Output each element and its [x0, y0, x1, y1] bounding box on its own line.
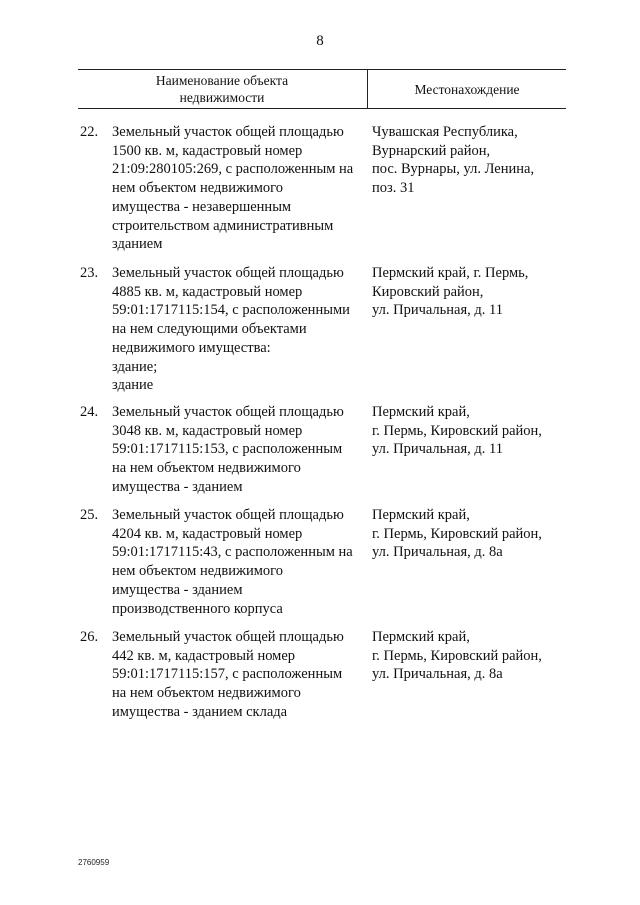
location-line: ул. Причальная, д. 8а — [372, 544, 503, 561]
row-number: 24. — [80, 404, 99, 420]
location-line: Пермский край, г. Пермь, — [372, 265, 529, 281]
description-line: 4204 кв. м, кадастровый номер — [112, 525, 303, 542]
row-number: 26. — [80, 629, 99, 645]
description-line: на нем объектом недвижимого — [112, 460, 301, 477]
description-line: Земельный участок общей площадью — [112, 629, 344, 645]
row-description — [112, 123, 368, 254]
table-header — [78, 69, 566, 109]
description-line: строительством административным — [112, 217, 334, 234]
description-line: 1500 кв. м, кадастровый номер — [112, 142, 303, 159]
description-line: недвижимого имущества: — [112, 339, 271, 356]
description-line: зданием — [112, 236, 163, 253]
description-line: 59:01:1717115:153, с расположенным — [112, 441, 343, 458]
row-description — [112, 628, 368, 722]
location-line: ул. Причальная, д. 8а — [372, 666, 503, 683]
description-line: Земельный участок общей площадью — [112, 124, 344, 140]
location-line: Пермский край, — [372, 507, 470, 523]
row-description — [112, 506, 368, 618]
location-line: Вурнарский район, — [372, 142, 491, 159]
description-line: 59:01:1717115:157, с расположенным — [112, 666, 343, 683]
row-description — [112, 264, 368, 395]
description-line: имущества - зданием — [112, 478, 243, 495]
description-line: 3048 кв. м, кадастровый номер — [112, 422, 303, 439]
description-line: 59:01:1717115:154, с расположенными — [112, 302, 350, 319]
location-line: Чувашская Республика, — [372, 124, 518, 140]
description-line: нем объектом недвижимого — [112, 180, 283, 197]
row-number: 25. — [80, 507, 99, 523]
description-line: Земельный участок общей площадью — [112, 265, 344, 281]
location-line: ул. Причальная, д. 11 — [372, 302, 503, 319]
location-line: ул. Причальная, д. 11 — [372, 441, 503, 458]
row-location — [372, 506, 572, 562]
description-line: 442 кв. м, кадастровый номер — [112, 647, 296, 664]
location-line: г. Пермь, Кировский район, — [372, 422, 542, 439]
description-line: здание — [112, 377, 154, 394]
description-line: Земельный участок общей площадью — [112, 507, 344, 523]
row-description — [112, 403, 368, 497]
page-number: 8 — [316, 33, 324, 49]
row-number: 23. — [80, 265, 99, 281]
description-line: производственного корпуса — [112, 600, 283, 617]
description-line: 21:09:280105:269, с расположенным на — [112, 161, 354, 178]
location-line: Пермский край, — [372, 629, 470, 645]
location-line: Пермский край, — [372, 404, 470, 420]
location-line: Кировский район, — [372, 283, 484, 300]
row-location — [372, 403, 572, 459]
description-line: на нем следующими объектами — [112, 321, 307, 338]
row-number: 22. — [80, 124, 99, 140]
location-line: г. Пермь, Кировский район, — [372, 647, 542, 664]
description-line: 59:01:1717115:43, с расположенным на — [112, 544, 353, 561]
header-name-line: Наименование объекта — [155, 73, 289, 88]
description-line: имущества - зданием — [112, 581, 243, 598]
description-line: здание; — [112, 358, 158, 375]
description-line: имущества - незавершенным — [112, 198, 292, 215]
row-location — [372, 123, 572, 198]
description-line: 4885 кв. м, кадастровый номер — [112, 283, 303, 300]
location-line: поз. 31 — [372, 180, 415, 197]
location-line: пос. Вурнары, ул. Ленина, — [372, 161, 535, 178]
row-location — [372, 628, 572, 684]
description-line: на нем объектом недвижимого — [112, 685, 301, 702]
header-location-column: Местонахождение — [414, 82, 520, 97]
description-line: имущества - зданием склада — [112, 703, 288, 720]
header-name-column — [78, 72, 366, 106]
document-code: 2760959 — [78, 858, 110, 867]
description-line: нем объектом недвижимого — [112, 563, 283, 580]
location-line: г. Пермь, Кировский район, — [372, 525, 542, 542]
description-line: Земельный участок общей площадью — [112, 404, 344, 420]
header-name-line: недвижимости — [179, 90, 265, 105]
row-location — [372, 264, 572, 320]
